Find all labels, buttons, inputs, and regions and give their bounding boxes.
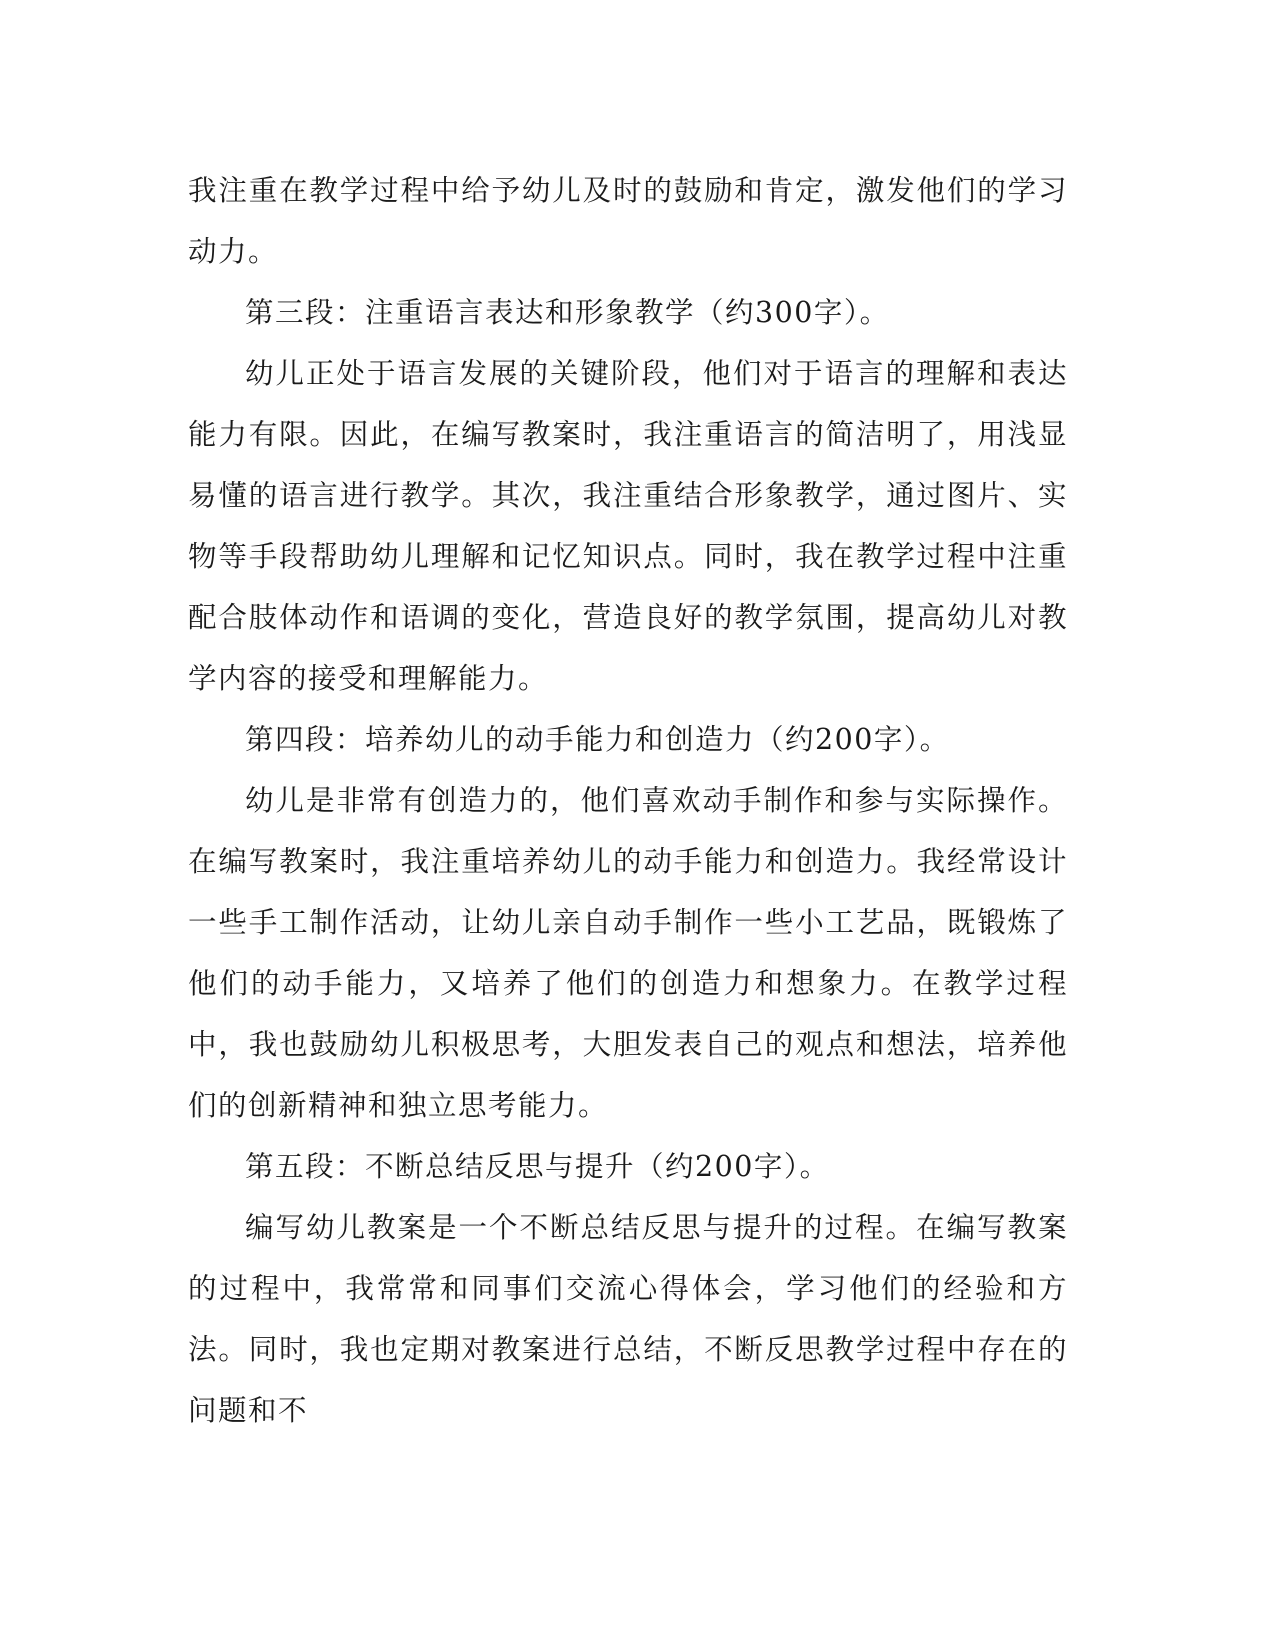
section-heading-5: 第五段：不断总结反思与提升（约200字）。 [245,1150,830,1183]
paragraph-section-5: 编写幼儿教案是一个不断总结反思与提升的过程。在编写教案的过程中，我常常和同事们交流心得体会，学习他们的经验和方法。同时，我也定期对教案进行总结，不断反思教学过程中存在的问题和不 [188,1211,1068,1427]
paragraph-continuation: 我注重在教学过程中给予幼儿及时的鼓励和肯定，激发他们的学习动力。 [188,174,1068,268]
section-heading-3: 第三段：注重语言表达和形象教学（约300字）。 [245,296,890,329]
paragraph-section-4: 幼儿是非常有创造力的，他们喜欢动手制作和参与实际操作。在编写教案时，我注重培养幼儿的动手能力和创造力。我经常设计一些手工制作活动，让幼儿亲自动手制作一些小工艺品，既锻炼了他们的动手能力，又培养了他们的创造力和想象力。在教学过程中，我也鼓励幼儿积极思考，大胆发表自己的观点和想法，培养他们的创新精神和独立思考能力。 [188,784,1068,1122]
section-heading-4: 第四段：培养幼儿的动手能力和创造力（约200字）。 [245,723,950,756]
paragraph-section-3: 幼儿正处于语言发展的关键阶段，他们对于语言的理解和表达能力有限。因此，在编写教案时，我注重语言的简洁明了，用浅显易懂的语言进行教学。其次，我注重结合形象教学，通过图片、实物等手段帮助幼儿理解和记忆知识点。同时，我在教学过程中注重配合肢体动作和语调的变化，营造良好的教学氛围，提高幼儿对教学内容的接受和理解能力。 [188,357,1068,695]
document-body [188,160,1068,1441]
